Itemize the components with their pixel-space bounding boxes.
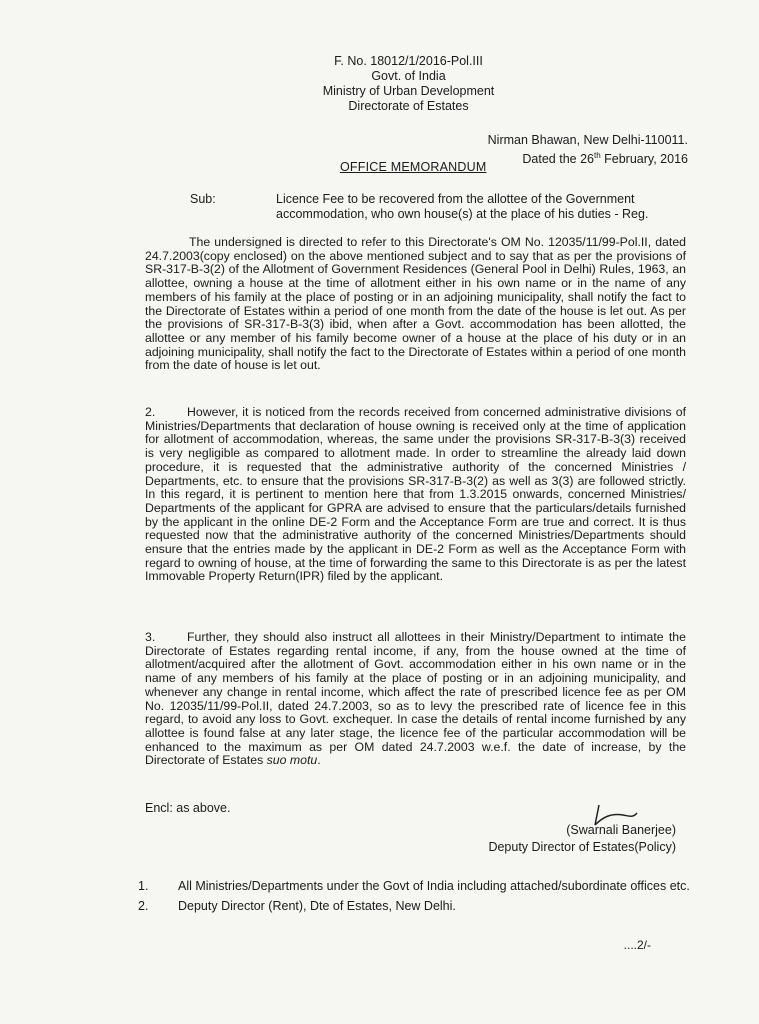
paragraph-3-text: Further, they should also instruct all allottees in their Ministry/Department to intimate the Directorate of Estates regarding rental income, if any, from the house owned at the time of allotment/acquired after the allotment of Govt. accommodation either in his own name or in the name of any members of his family at the place of posting or in an adjoining municipality, and whenever any change in rental income, which affect the rate of prescribed licence fee as per OM No. 12035/11/99-Pol.II, dated 24.7.2003, so as to levy the prescribed rate of licence fee in this regard, to avoid any loss to Govt. exchequer. In case the details of rental income furnished by any allottee is found false at any later stage, the licence fee of the particular accommodation will be enhanced to the maximum as per OM dated 24.7.2003 w.e.f. the date of increase, by the Directorate of Estates bbox=[145, 630, 686, 768]
memo-title: OFFICE MEMORANDUM bbox=[340, 160, 487, 174]
subject-text: Licence Fee to be recovered from the allottee of the Government accommodation, who own house(s) at the place of his duties - Reg. bbox=[276, 192, 649, 221]
signatory-name: (Swarnali Banerjee) bbox=[566, 823, 676, 837]
continuation-marker: ....2/- bbox=[623, 938, 651, 952]
paragraph-3-number: 3. bbox=[145, 630, 156, 644]
place-and-date bbox=[488, 133, 688, 167]
paragraph-2-text: However, it is noticed from the records received from concerned administrative divisions of Ministries/Departments that declaration of house owning is received only at the time of application for allotment of accommodation, whereas, the same under the provisions SR-317-B-3(3) received is very negligible as compared to allotment made. In order to streamline the already laid down procedure, it is requested that the administrative authority of the concerned Ministries / Departments, etc. to ensure that the provisions SR-317-B-3(2) as well as 3(3) are followed strictly. In this regard, it is pertinent to mention here that from 1.3.2015 onwards, concerned Ministries/ Departments of the applicant for GPRA are advised to ensure that the particulars/details furnished by the applicant in the online DE-2 Form and the Acceptance Form are true and correct. It is thus requested now that the administrative authority of the concerned Ministries/Departments should ensure that the entries made by the applicant in DE-2 Form as well as the Acceptance Form with regard to owning of house, at the time of forwarding the same to this Directorate is as per the latest Immovable Property Return(IPR) filed by the applicant. bbox=[145, 405, 686, 584]
file-number: F. No. 18012/1/2016-Pol.III bbox=[334, 54, 483, 68]
enclosure-note: Encl: as above. bbox=[145, 801, 231, 815]
address: Nirman Bhawan, New Delhi-110011. bbox=[487, 133, 688, 147]
signatory-designation: Deputy Director of Estates(Policy) bbox=[488, 840, 676, 854]
govt-line: Govt. of India bbox=[371, 69, 446, 83]
paragraph-3-italic: suo motu bbox=[266, 753, 318, 768]
list-item: 2. Deputy Director (Rent), Dte of Estates, New Delhi. bbox=[138, 899, 456, 913]
list-item: 1. All Ministries/Departments under the Govt of India including attached/subordinate offices etc. bbox=[138, 879, 690, 893]
subject-label: Sub: bbox=[190, 192, 216, 206]
copy-to-list bbox=[138, 879, 698, 919]
letterhead bbox=[0, 54, 759, 114]
paragraph-2-number: 2. bbox=[145, 405, 156, 419]
date: Dated the 26th February, 2016 bbox=[522, 151, 688, 167]
directorate-line: Directorate of Estates bbox=[348, 99, 469, 113]
paragraph-3: 3. Further, they should also instruct all allottees in their Ministry/Department to intimate the Directorate of Estates regarding rental income, if any, from the house owned at the time of allotment/acquired after the allotment of Govt. accommodation either in his own name or in the name of any members of his family at the place of posting or in an adjoining municipality, and whenever any change in rental income, which affect the rate of prescribed licence fee as per OM No. 12035/11/99-Pol.II, dated 24.7.2003, so as to levy the prescribed rate of licence fee in this regard, to avoid any loss to Govt. exchequer. In case the details of rental income furnished by any allottee is found false at any later stage, the licence fee of the particular accommodation will be enhanced to the maximum as per OM dated 24.7.2003 w.e.f. the date of increase, by the Directorate of Estates suo motu. bbox=[145, 630, 686, 768]
ministry-line: Ministry of Urban Development bbox=[322, 84, 495, 98]
paragraph-2 bbox=[145, 406, 686, 584]
paragraph-1: The undersigned is directed to refer to this Directorate's OM No. 12035/11/99-Pol.II, dated 24.7.2003(copy enclosed) on the above mentioned subject and to say that as per the provisions of SR-317-B-3(2) of the Allotment of Government Residences (General Pool in Delhi) Rules, 1963, an allottee, owning a house at the time of allotment either in his own name or in the name of any members of his family at the place of posting or in an adjoining municipality, shall notify the fact to the Directorate of Estates within a period of one month from the date of the house is let out. As per the provisions of SR-317-B-3(3) ibid, when after a Govt. accommodation has been allotted, the allottee or any member of his family become owner of a house at the place of his duty or in an adjoining municipality, shall notify the fact to the Directorate of Estates within a period of one month from the date of house is let out. bbox=[145, 235, 686, 373]
